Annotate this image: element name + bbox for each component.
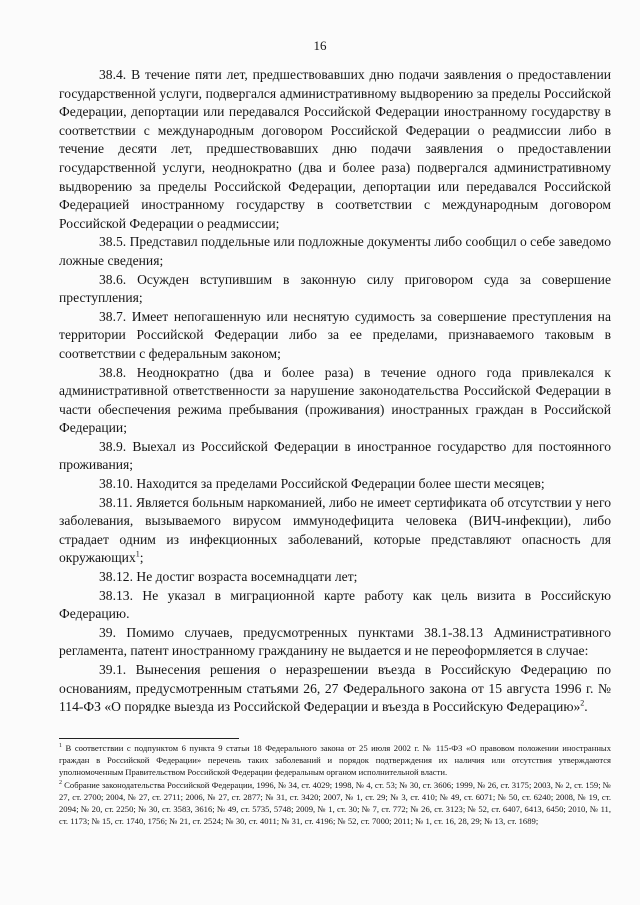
body-text [59,66,611,717]
paragraph-39-1-text: 39.1. Вынесения решения о неразрешении въезда в Российскую Федерацию по основаниям, предусмотренным статьями 26, 27 Федерального закона от 15 августа 1996 г. № 114-ФЗ «О порядке выезда из Российской Федерации и въезда в Российскую Федерацию» [59,662,611,715]
paragraph-38-4: 38.4. В течение пяти лет, предшествовавших дню подачи заявления о предоставлении государственной услуги, подвергался административному выдворению за пределы Российской Федерации, депортации или передавался Российской Федерации иностранному государству в соответствии с международным договором Российской Федерации о реадмиссии либо в течение десяти лет, предшествовавших дню подачи заявления о предоставлении государственной услуги, неоднократно (два и более раза) подвергался административному выдворению за пределы Российской Федерации, депортации или передавался Российской Федерацией иностранному государству в соответствии с международным договором Российской Федерации о реадмиссии; [59,67,611,231]
paragraph-38-11-tail: ; [139,550,144,566]
footnote-2-text: Собрание законодательства Российской Федерации, 1996, № 34, ст. 4029; 1998, № 4, ст. 53; № 30, ст. 3606; 1999, № 26, ст. 3175; 2003, № 2, ст. 159; № 27, ст. 2700; 2004, № 27, ст. 2711; 2006, № 27, ст. 2877; № 31, ст. 3420; 2007, № 1, ст. 29; № 3, ст. 410; № 49, ст. 6071; № 50, ст. 6240; 2008, № 19, ст. 2094; № 20, ст. 2250; № 30, ст. 3583, 3616; № 49, ст. 5735, 5748; 2009, № 1, ст. 30; № 7, ст. 772; № 26, ст. 3123; № 52, ст. 6407, 6413, 6450; 2010, № 11, ст. 1173; № 15, ст. 1740, 1756; № 21, ст. 2524; № 30, ст. 4011; № 31, ст. 4196; № 52, ст. 7000; 2011; № 1, ст. 16, 28, 29; № 13, ст. 1689; [59,779,611,827]
paragraph-38-9: 38.9. Выехал из Российской Федерации в иностранное государство для постоянного проживания; [59,438,611,473]
paragraph-38-5: 38.5. Представил поддельные или подложные документы либо сообщил о себе заведомо ложные сведения; [59,234,612,268]
footnotes [59,742,611,827]
paragraph-39-1 [59,661,611,717]
paragraph-38-12: 38.12. Не достиг возраста восемнадцати лет; [99,569,358,585]
footnote-divider [59,738,239,739]
paragraph-39-1-tail: . [584,699,588,715]
paragraph-38-8: 38.8. Неоднократно (два и более раза) в течение одного года привлекался к административной ответственности за нарушение законодательства Российской Федерации в части обеспечения режима пребывания (проживания) иностранных граждан в Российской Федерации; [59,364,611,436]
paragraph-38-13: 38.13. Не указал в миграционной карте работу как цель визита в Российскую Федерацию. [59,587,611,622]
paragraph-38-11 [59,494,611,568]
page-number: 16 [313,38,327,53]
paragraph-38-7: 38.7. Имеет непогашенную или неснятую судимость за совершение преступления на территории Российской Федерации либо за ее пределами, признаваемого таковым в соответствии с федеральным законом; [59,308,611,361]
paragraph-38-11-text: 38.11. Является больным наркоманией, либо не имеет сертификата об отсутствии у него заболевания, вызываемого вирусом иммунодефицита человека (ВИЧ-инфекции), либо страдает одним из инфекционных заболеваний, которые представляют опасность для окружающих [59,494,611,566]
footnote-1 [59,742,611,779]
paragraph-38-10: 38.10. Находится за пределами Российской Федерации более шести месяцев; [99,476,545,492]
footnote-2 [59,779,611,828]
footnote-1-mark: 1 [59,743,62,750]
paragraph-38-6: 38.6. Осужден вступившим в законную силу приговором суда за совершение преступления; [59,271,611,306]
footnote-1-text: В соответствии с подпунктом 6 пункта 9 статьи 18 Федерального закона от 25 июля 2002 г. № 115-ФЗ «О правовом положении иностранных граждан в Российской Федерации» перечень таких заболеваний и порядок подтверждения их наличия или отсутствия утверждаются уполномоченным Правительством Российской Федерации федеральным органом исполнительной власти. [59,743,611,778]
footnote-ref-1[interactable]: 1 [135,549,140,559]
paragraph-39: 39. Помимо случаев, предусмотренных пунктами 38.1-38.13 Административного регламента, патент иностранному гражданину не выдается и не переоформляется в случае: [59,624,611,659]
footnote-ref-2[interactable]: 2 [580,698,585,708]
footnote-2-mark: 2 [59,779,62,786]
